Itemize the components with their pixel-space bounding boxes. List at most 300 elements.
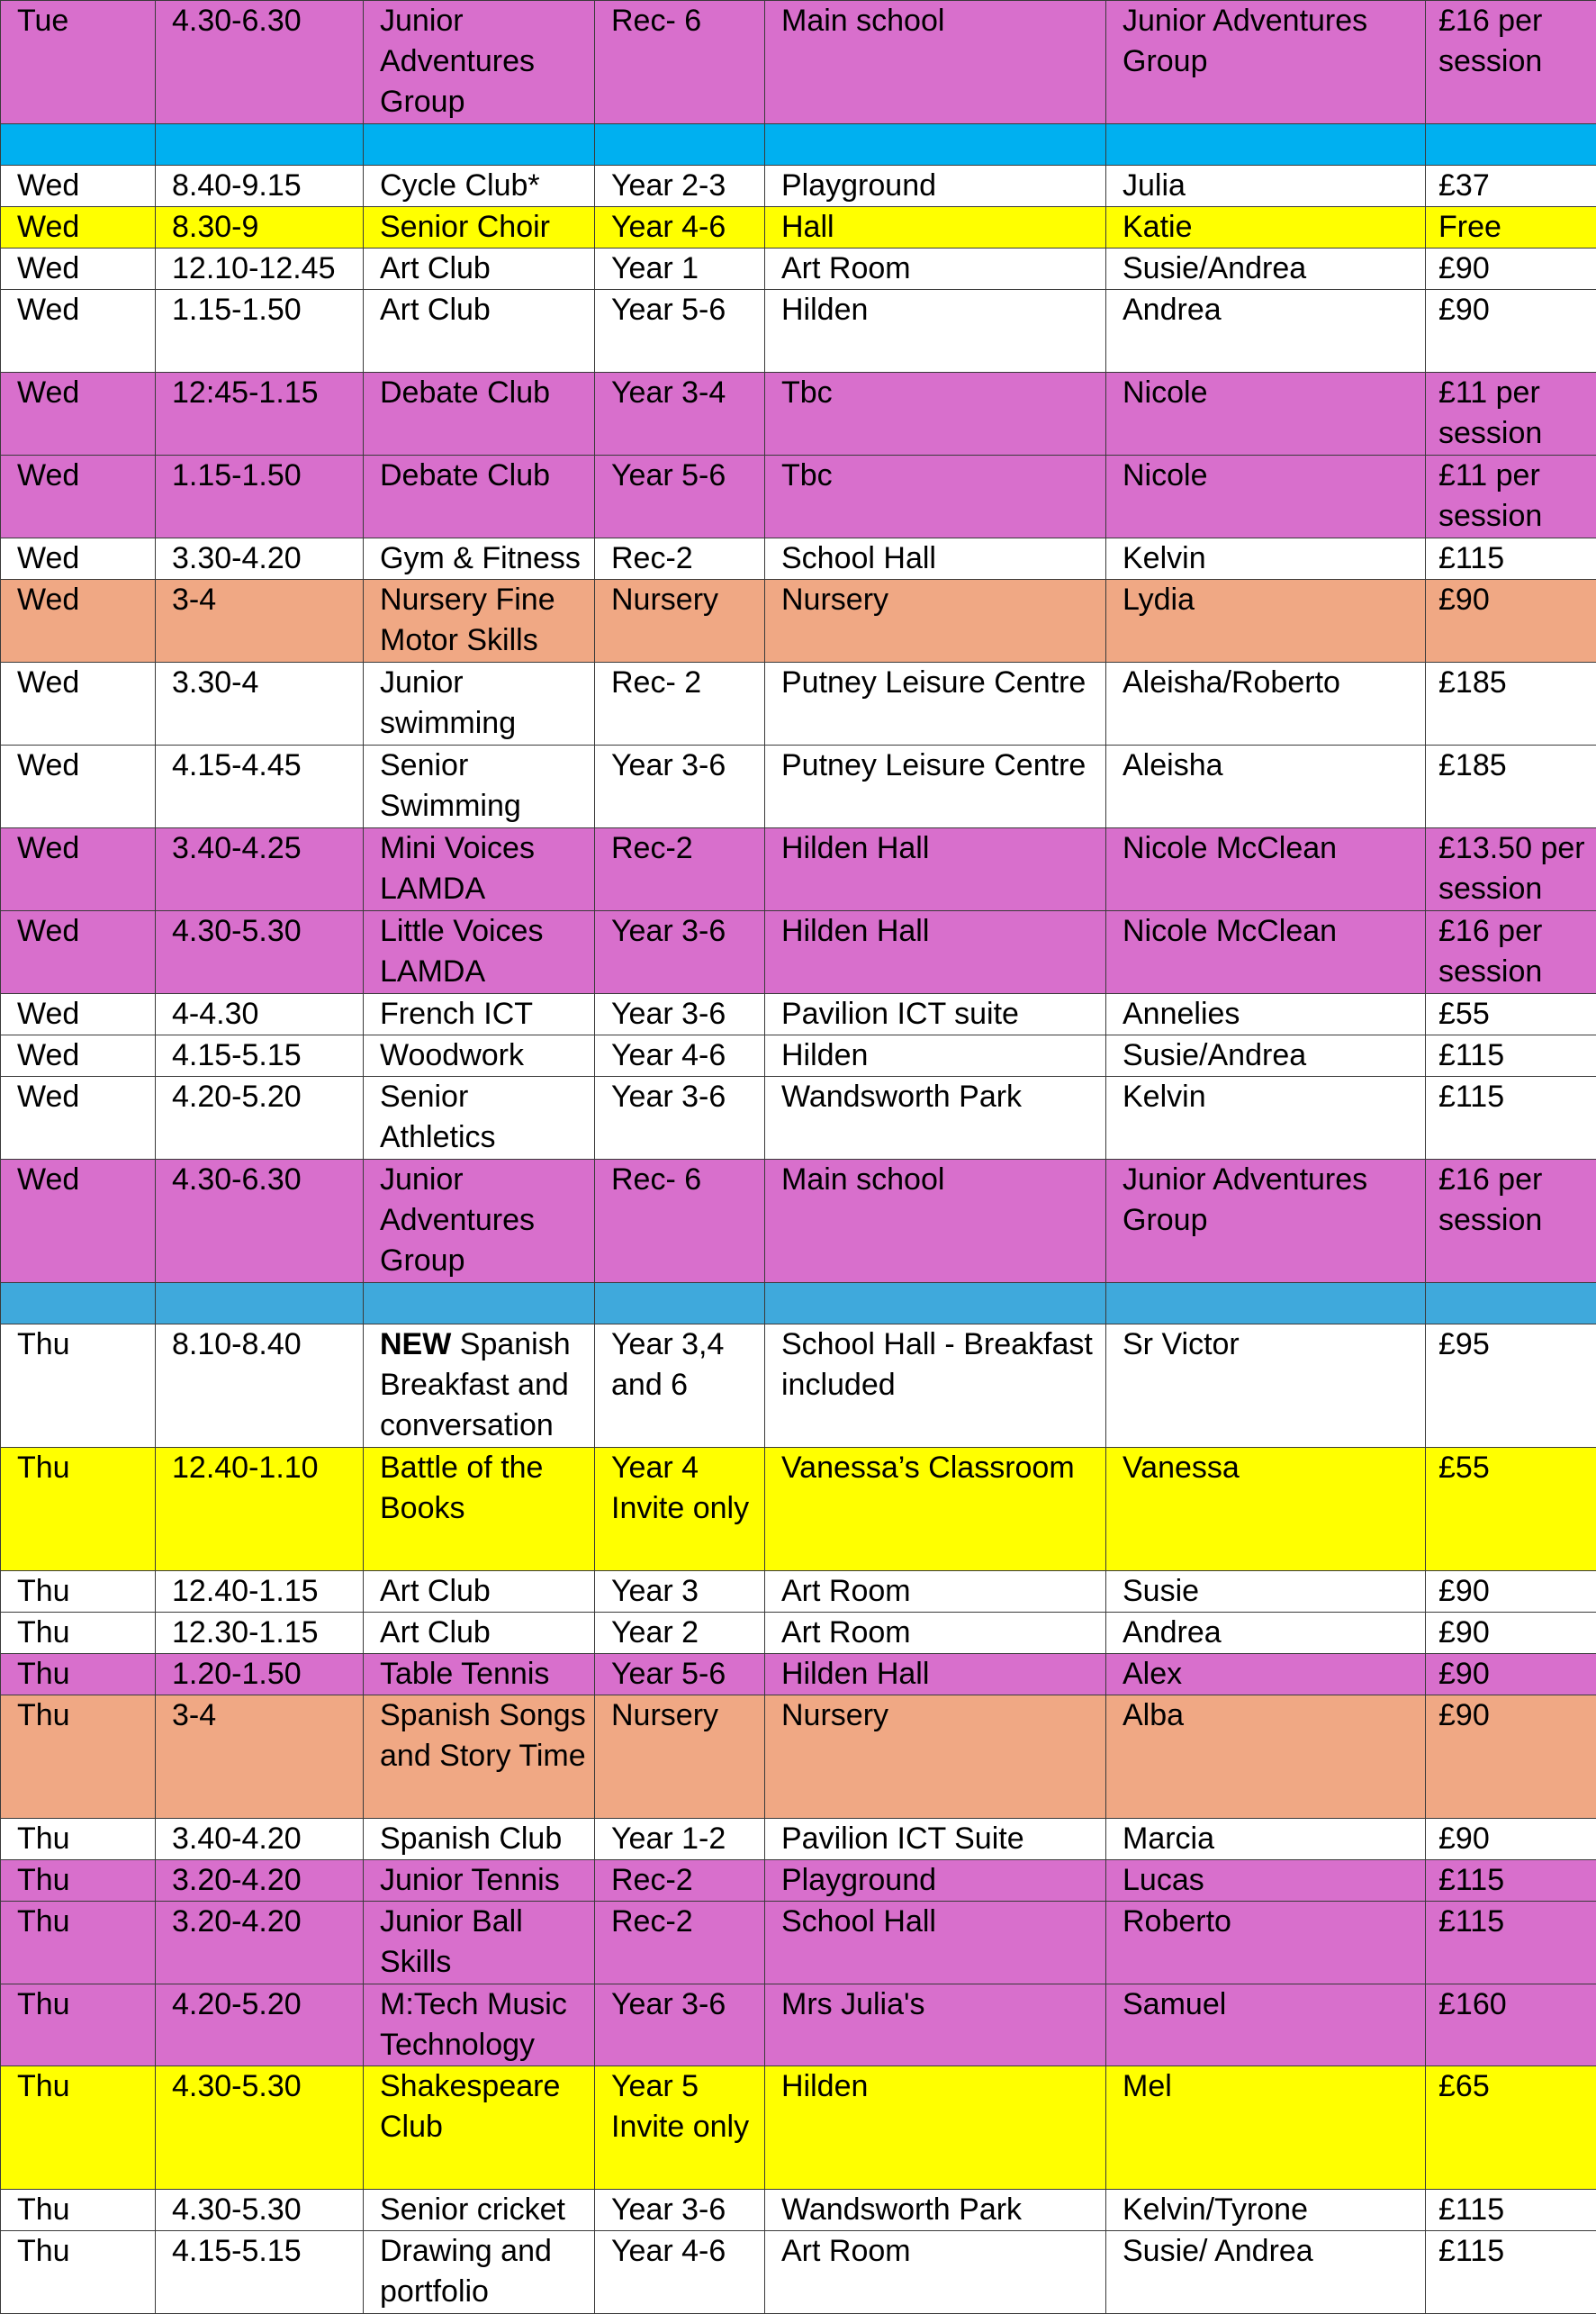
- year-text: Year 3-6: [611, 1080, 726, 1114]
- year-text: Year 3-4: [611, 375, 726, 410]
- day-cell: [1, 1860, 156, 1902]
- leader-cell: [1106, 1, 1426, 124]
- day-cell: [1, 538, 156, 580]
- time-text: 4.15-5.15: [172, 1038, 302, 1072]
- location-cell: [765, 1035, 1106, 1077]
- location-text: Hall: [781, 210, 834, 244]
- location-cell: [765, 1819, 1106, 1860]
- day-cell: [1, 1613, 156, 1654]
- day-text: Wed: [17, 583, 79, 617]
- cost-text: £160: [1438, 1987, 1507, 2021]
- year-cell: [595, 207, 765, 249]
- table-row: [1, 1613, 1596, 1654]
- location-text: Wandsworth Park: [781, 2192, 1022, 2227]
- day-cell: [1, 1571, 156, 1613]
- day-text: Wed: [17, 168, 79, 203]
- cost-cell: [1426, 828, 1596, 911]
- year-cell: [595, 1613, 765, 1654]
- location-cell: [765, 828, 1106, 911]
- year-text: Year 3: [611, 1574, 699, 1608]
- cost-cell: [1426, 1902, 1596, 1984]
- leader-cell: [1106, 994, 1426, 1035]
- cost-cell: [1426, 1571, 1596, 1613]
- location-cell: [765, 1695, 1106, 1819]
- club-text: Junior Tennis: [380, 1863, 560, 1897]
- club-text: Junior Adventures Group: [380, 4, 535, 119]
- leader-cell: [1106, 1160, 1426, 1283]
- day-text: Thu: [17, 1821, 70, 1856]
- day-text: Wed: [17, 293, 79, 327]
- leader-cell: [1106, 538, 1426, 580]
- location-cell: [765, 1860, 1106, 1902]
- club-cell: [364, 1902, 595, 1984]
- location-text: Main school: [781, 1162, 944, 1197]
- time-text: 8.30-9: [172, 210, 258, 244]
- table-row: [1, 1819, 1596, 1860]
- club-cell: [364, 166, 595, 207]
- cost-cell: [1426, 663, 1596, 746]
- location-text: Pavilion ICT Suite: [781, 1821, 1024, 1856]
- day-cell: [1, 1077, 156, 1160]
- cost-text: £90: [1438, 1574, 1490, 1608]
- year-text: Year 4-6: [611, 210, 726, 244]
- day-text: Thu: [17, 2192, 70, 2227]
- cost-text: £115: [1438, 1080, 1504, 1114]
- year-cell: [595, 663, 765, 746]
- cost-cell: [1426, 1984, 1596, 2066]
- time-cell: [156, 663, 364, 746]
- leader-cell: [1106, 166, 1426, 207]
- table-row: [1, 746, 1596, 828]
- day-text: Thu: [17, 2234, 70, 2268]
- day-text: Thu: [17, 1327, 70, 1361]
- year-cell: [595, 1571, 765, 1613]
- club-text: Spanish Club: [380, 1821, 562, 1856]
- time-text: 4.20-5.20: [172, 1987, 302, 2021]
- time-cell: [156, 911, 364, 994]
- time-text: 4-4.30: [172, 997, 258, 1031]
- location-text: School Hall: [781, 541, 936, 575]
- day-text: Wed: [17, 997, 79, 1031]
- time-text: 4.20-5.20: [172, 1080, 302, 1114]
- time-text: 1.15-1.50: [172, 293, 302, 327]
- time-text: 4.30-6.30: [172, 4, 302, 38]
- time-text: 3.40-4.25: [172, 831, 302, 865]
- year-text: Nursery: [611, 583, 718, 617]
- leader-text: Aleisha/Roberto: [1123, 665, 1340, 700]
- day-text: Wed: [17, 1162, 79, 1197]
- cost-cell: [1426, 2190, 1596, 2231]
- day-cell: [1, 456, 156, 538]
- cost-cell: [1426, 1448, 1596, 1571]
- cost-text: £90: [1438, 1615, 1490, 1650]
- cost-text: £90: [1438, 1657, 1490, 1691]
- location-cell: [765, 1, 1106, 124]
- location-cell: [765, 290, 1106, 373]
- location-cell: [765, 207, 1106, 249]
- location-cell: [765, 166, 1106, 207]
- location-cell: [765, 580, 1106, 663]
- day-text: Wed: [17, 541, 79, 575]
- cost-text: £90: [1438, 1821, 1490, 1856]
- table-row: [1, 249, 1596, 290]
- time-cell: [156, 249, 364, 290]
- location-cell: [765, 1902, 1106, 1984]
- leader-cell: [1106, 580, 1426, 663]
- year-cell: [595, 373, 765, 456]
- year-text: Year 5-6: [611, 458, 726, 493]
- time-text: 3-4: [172, 1698, 216, 1732]
- location-text: Pavilion ICT suite: [781, 997, 1019, 1031]
- day-text: Thu: [17, 1863, 70, 1897]
- leader-cell: [1106, 663, 1426, 746]
- table-row: [1, 538, 1596, 580]
- location-cell: [765, 2231, 1106, 2314]
- cost-cell: [1426, 1695, 1596, 1819]
- time-cell: [156, 290, 364, 373]
- club-text: Art Club: [380, 1615, 491, 1650]
- day-cell: [1, 1035, 156, 1077]
- location-text: Art Room: [781, 251, 911, 285]
- time-cell: [156, 828, 364, 911]
- location-text: Vanessa’s Classroom: [781, 1451, 1075, 1485]
- year-cell: [595, 1902, 765, 1984]
- location-cell: [765, 663, 1106, 746]
- location-text: Main school: [781, 4, 944, 38]
- year-text: Rec- 2: [611, 665, 701, 700]
- cost-cell: [1426, 2066, 1596, 2190]
- leader-text: Annelies: [1123, 997, 1240, 1031]
- leader-text: Susie/Andrea: [1123, 251, 1306, 285]
- year-text: Rec- 6: [611, 1162, 701, 1197]
- table-row: [1, 580, 1596, 663]
- leader-cell: [1106, 290, 1426, 373]
- year-cell: [595, 1695, 765, 1819]
- location-cell: [765, 538, 1106, 580]
- club-text: Art Club: [380, 1574, 491, 1608]
- year-cell: [595, 2066, 765, 2190]
- time-text: 12.30-1.15: [172, 1615, 319, 1650]
- table-row: [1, 1160, 1596, 1283]
- cost-text: £13.50 per session: [1438, 831, 1585, 906]
- cost-text: £16 per session: [1438, 4, 1542, 78]
- year-cell: [595, 1283, 765, 1324]
- leader-text: Nicole: [1123, 458, 1207, 493]
- table-row: [1, 1695, 1596, 1819]
- time-cell: [156, 1571, 364, 1613]
- leader-text: Lydia: [1123, 583, 1195, 617]
- time-text: 3.20-4.20: [172, 1863, 302, 1897]
- year-text: Year 3,4 and 6: [611, 1327, 724, 1402]
- time-cell: [156, 538, 364, 580]
- year-cell: [595, 1, 765, 124]
- day-text: Thu: [17, 1698, 70, 1732]
- year-cell: [595, 456, 765, 538]
- year-text: Year 3-6: [611, 997, 726, 1031]
- year-text: Year 2-3: [611, 168, 726, 203]
- location-cell: [765, 1160, 1106, 1283]
- cost-text: £65: [1438, 2069, 1490, 2103]
- year-cell: [595, 911, 765, 994]
- club-text: Spanish Songs and Story Time: [380, 1698, 586, 1773]
- club-cell: [364, 994, 595, 1035]
- location-text: Mrs Julia's: [781, 1987, 925, 2021]
- club-cell: [364, 1035, 595, 1077]
- location-text: School Hall - Breakfast included: [781, 1327, 1093, 1402]
- leader-text: Kelvin: [1123, 1080, 1206, 1114]
- location-cell: [765, 1613, 1106, 1654]
- location-text: Playground: [781, 168, 936, 203]
- day-text: Tue: [17, 4, 68, 38]
- location-cell: [765, 373, 1106, 456]
- day-cell: [1, 1448, 156, 1571]
- year-text: Year 2: [611, 1615, 699, 1650]
- table-row: [1, 373, 1596, 456]
- leader-cell: [1106, 1035, 1426, 1077]
- leader-cell: [1106, 1571, 1426, 1613]
- day-text: Thu: [17, 1657, 70, 1691]
- year-cell: [595, 290, 765, 373]
- location-text: Tbc: [781, 375, 833, 410]
- location-cell: [765, 2066, 1106, 2190]
- cost-text: £95: [1438, 1327, 1490, 1361]
- leader-text: Marcia: [1123, 1821, 1214, 1856]
- location-cell: [765, 249, 1106, 290]
- time-cell: [156, 373, 364, 456]
- year-cell: [595, 1819, 765, 1860]
- table-row: [1, 2190, 1596, 2231]
- cost-cell: [1426, 249, 1596, 290]
- club-text: Art Club: [380, 251, 491, 285]
- day-cell: [1, 373, 156, 456]
- table-row: [1, 828, 1596, 911]
- day-cell: [1, 1, 156, 124]
- year-cell: [595, 2231, 765, 2314]
- leader-cell: [1106, 1860, 1426, 1902]
- day-text: Thu: [17, 1451, 70, 1485]
- day-cell: [1, 1902, 156, 1984]
- year-text: Year 3-6: [611, 748, 726, 782]
- day-cell: [1, 1324, 156, 1448]
- cost-cell: [1426, 1077, 1596, 1160]
- year-cell: [595, 580, 765, 663]
- day-text: Wed: [17, 251, 79, 285]
- location-text: Hilden Hall: [781, 1657, 929, 1691]
- year-text: Nursery: [611, 1698, 718, 1732]
- cost-cell: [1426, 1160, 1596, 1283]
- day-text: Thu: [17, 1987, 70, 2021]
- year-text: Year 3-6: [611, 1987, 726, 2021]
- table-row: [1, 1654, 1596, 1695]
- leader-text: Nicole McClean: [1123, 914, 1337, 948]
- cost-cell: [1426, 746, 1596, 828]
- day-cell: [1, 1283, 156, 1324]
- club-text: Senior cricket: [380, 2192, 565, 2227]
- year-text: Year 5 Invite only: [611, 2069, 749, 2144]
- year-cell: [595, 538, 765, 580]
- leader-cell: [1106, 1654, 1426, 1695]
- club-text: Woodwork: [380, 1038, 524, 1072]
- year-text: Year 1: [611, 251, 699, 285]
- time-text: 4.30-5.30: [172, 914, 302, 948]
- cost-cell: [1426, 1613, 1596, 1654]
- leader-cell: [1106, 911, 1426, 994]
- time-text: 3.30-4: [172, 665, 258, 700]
- club-cell: [364, 1283, 595, 1324]
- leader-text: Kelvin: [1123, 541, 1206, 575]
- day-cell: [1, 994, 156, 1035]
- time-cell: [156, 746, 364, 828]
- club-text: Nursery Fine Motor Skills: [380, 583, 555, 657]
- leader-cell: [1106, 2231, 1426, 2314]
- day-cell: [1, 2066, 156, 2190]
- table-row: [1, 1448, 1596, 1571]
- cost-text: £115: [1438, 1038, 1504, 1072]
- leader-cell: [1106, 207, 1426, 249]
- club-text: Senior Swimming: [380, 748, 521, 823]
- day-cell: [1, 1695, 156, 1819]
- club-text: Senior Choir: [380, 210, 550, 244]
- time-text: 4.15-5.15: [172, 2234, 302, 2268]
- cost-cell: [1426, 1283, 1596, 1324]
- table-row: [1, 1035, 1596, 1077]
- leader-cell: [1106, 1613, 1426, 1654]
- year-text: Year 4-6: [611, 1038, 726, 1072]
- time-text: 3-4: [172, 583, 216, 617]
- time-cell: [156, 1283, 364, 1324]
- location-cell: [765, 1324, 1106, 1448]
- leader-text: Sr Victor: [1123, 1327, 1240, 1361]
- day-text: Wed: [17, 831, 79, 865]
- club-cell: [364, 538, 595, 580]
- location-cell: [765, 1984, 1106, 2066]
- year-cell: [595, 828, 765, 911]
- club-cell: [364, 1860, 595, 1902]
- cost-text: £55: [1438, 997, 1490, 1031]
- table-row: [1, 456, 1596, 538]
- cost-cell: [1426, 124, 1596, 166]
- day-cell: [1, 828, 156, 911]
- day-cell: [1, 124, 156, 166]
- cost-text: £90: [1438, 293, 1490, 327]
- club-cell: [364, 1984, 595, 2066]
- table-row: [1, 994, 1596, 1035]
- club-cell: [364, 1571, 595, 1613]
- cost-text: £90: [1438, 583, 1490, 617]
- day-text: Wed: [17, 210, 79, 244]
- year-cell: [595, 1035, 765, 1077]
- time-cell: [156, 1035, 364, 1077]
- leader-text: Alba: [1123, 1698, 1184, 1732]
- time-cell: [156, 456, 364, 538]
- club-text: Debate Club: [380, 458, 550, 493]
- day-cell: [1, 580, 156, 663]
- time-text: 4.15-4.45: [172, 748, 302, 782]
- leader-text: Katie: [1123, 210, 1193, 244]
- location-text: Hilden: [781, 2069, 868, 2103]
- club-cell: [364, 1819, 595, 1860]
- day-cell: [1, 166, 156, 207]
- leader-cell: [1106, 746, 1426, 828]
- day-separator-row: [1, 124, 1596, 166]
- day-text: Thu: [17, 2069, 70, 2103]
- leader-cell: [1106, 828, 1426, 911]
- location-text: Putney Leisure Centre: [781, 748, 1086, 782]
- club-text: Shakespeare Club: [380, 2069, 560, 2144]
- day-text: Wed: [17, 748, 79, 782]
- day-text: Wed: [17, 914, 79, 948]
- year-text: Rec-2: [611, 1904, 693, 1939]
- time-cell: [156, 1860, 364, 1902]
- location-text: Hilden Hall: [781, 831, 929, 865]
- time-text: 1.20-1.50: [172, 1657, 302, 1691]
- cost-text: £185: [1438, 665, 1507, 700]
- club-cell: [364, 828, 595, 911]
- club-text: Debate Club: [380, 375, 550, 410]
- time-text: 12.40-1.10: [172, 1451, 319, 1485]
- leader-cell: [1106, 1283, 1426, 1324]
- leader-cell: [1106, 1077, 1426, 1160]
- cost-cell: [1426, 456, 1596, 538]
- day-cell: [1, 2190, 156, 2231]
- location-cell: [765, 456, 1106, 538]
- day-cell: [1, 207, 156, 249]
- table-row: [1, 663, 1596, 746]
- club-cell: [364, 290, 595, 373]
- club-cell: [364, 580, 595, 663]
- club-text: Little Voices LAMDA: [380, 914, 543, 989]
- club-cell: [364, 911, 595, 994]
- time-cell: [156, 1448, 364, 1571]
- day-text: Wed: [17, 665, 79, 700]
- year-text: Rec- 6: [611, 4, 701, 38]
- leader-text: Andrea: [1123, 293, 1222, 327]
- leader-text: Julia: [1123, 168, 1186, 203]
- time-cell: [156, 166, 364, 207]
- cost-text: £37: [1438, 168, 1490, 203]
- leader-text: Mel: [1123, 2069, 1172, 2103]
- time-cell: [156, 124, 364, 166]
- leader-text: Aleisha: [1123, 748, 1223, 782]
- cost-cell: [1426, 538, 1596, 580]
- leader-text: Alex: [1123, 1657, 1182, 1691]
- location-text: Hilden: [781, 293, 868, 327]
- year-text: Rec-2: [611, 831, 693, 865]
- club-text: Senior Athletics: [380, 1080, 496, 1154]
- year-text: Rec-2: [611, 1863, 693, 1897]
- cost-text: £115: [1438, 1904, 1504, 1939]
- time-text: 3.30-4.20: [172, 541, 302, 575]
- club-text: Spanish Breakfast and conversation: [380, 1327, 571, 1442]
- table-row: [1, 166, 1596, 207]
- day-cell: [1, 290, 156, 373]
- day-cell: [1, 1654, 156, 1695]
- time-text: 12.40-1.15: [172, 1574, 319, 1608]
- leader-cell: [1106, 373, 1426, 456]
- club-cell: [364, 207, 595, 249]
- new-tag: NEW: [380, 1327, 451, 1361]
- leader-cell: [1106, 1448, 1426, 1571]
- location-cell: [765, 1571, 1106, 1613]
- club-text: Junior Ball Skills: [380, 1904, 523, 1979]
- leader-text: Nicole McClean: [1123, 831, 1337, 865]
- leader-cell: [1106, 1984, 1426, 2066]
- club-text: Battle of the Books: [380, 1451, 543, 1525]
- table-row: [1, 1324, 1596, 1448]
- cost-cell: [1426, 1, 1596, 124]
- cost-text: £115: [1438, 2234, 1504, 2268]
- club-cell: [364, 2231, 595, 2314]
